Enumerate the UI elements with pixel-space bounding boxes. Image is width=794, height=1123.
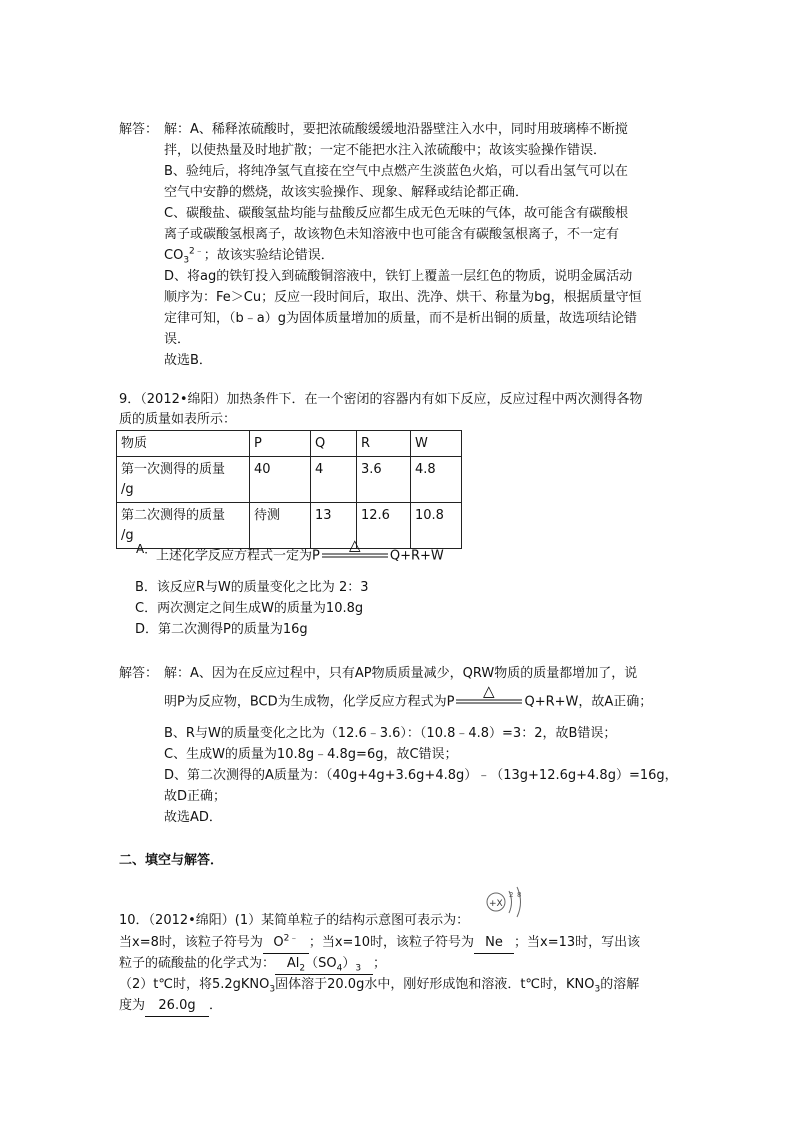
mass-table xyxy=(116,430,462,549)
formula-sub: 2 xyxy=(299,963,306,974)
ion-symbol: O xyxy=(273,935,284,950)
table-row-label xyxy=(117,457,250,503)
table-header-cell: Q xyxy=(311,431,357,457)
answer-line: 拌，以使热量及时地扩散；一定不能把水注入浓硫酸中；故该实验操作错误． xyxy=(164,143,607,158)
table-header-cell: P xyxy=(250,431,311,457)
ion-charge: 2﹣ xyxy=(283,933,299,944)
answer-line: 误． xyxy=(164,332,191,347)
option-a xyxy=(156,536,444,567)
answer-line: B、验纯后，将纯净氢气直接在空气中点燃产生淡蓝色火焰，可以看出氢气可以在 xyxy=(164,164,628,179)
formula-part: Al xyxy=(286,956,300,971)
table-cell: 4 xyxy=(311,457,357,503)
table-cell: 12.6 xyxy=(357,503,411,549)
answer-line: 故D正确； xyxy=(164,789,227,804)
answer-blank-3 xyxy=(275,954,373,975)
answer-line: D、将ag的铁钉投入到硫酸铜溶液中，铁钉上覆盖一层红色的物质，说明金属活动 xyxy=(164,269,633,284)
answer-line: 故选AD． xyxy=(164,810,222,825)
answer-line: 定律可知，（b﹣a）g为固体质量增加的质量，而不是析出铜的质量，故选项结论错 xyxy=(164,311,637,326)
co3-rest: ；故该实验结论错误． xyxy=(203,248,334,263)
table-cell: 10.8 xyxy=(411,503,462,549)
table-cell: 4.8 xyxy=(411,457,462,503)
heat-symbol: △ xyxy=(483,682,496,700)
formula-sub: 4 xyxy=(336,963,343,974)
answer-label: 解答： xyxy=(119,122,159,137)
answer-line-equation xyxy=(164,682,653,713)
row-label-unit: /g xyxy=(121,528,134,543)
text: 当x=8时，该粒子符号为 xyxy=(119,935,263,950)
formula-sub: 3 xyxy=(269,984,276,995)
text: 固体溶于20.0g水中，刚好形成饱和溶液．t℃时，KNO xyxy=(275,977,595,992)
row-label-unit: /g xyxy=(121,482,134,497)
q10-line-2 xyxy=(119,933,640,954)
answer-line: C、碳酸盐、碳酸氢盐均能与盐酸反应都生成无色无味的气体，故可能含有碳酸根 xyxy=(164,206,629,221)
shell-2-electrons: 8 xyxy=(517,891,522,899)
answer-line: 空气中安静的燃烧，故该实验操作、现象、解释或结论都正确． xyxy=(164,185,529,200)
q10-line-3 xyxy=(119,954,386,975)
equation-pre: 明P为反应物，BCD为生成物，化学反应方程式为P xyxy=(164,694,455,710)
text: （2）t℃时，将5.2gKNO xyxy=(119,977,270,992)
section-title: 二、填空与解答． xyxy=(119,853,224,868)
table-row xyxy=(117,457,462,503)
answer-line: 顺序为：Fe＞Cu；反应一段时间后，取出、洗净、烘干、称量为bg，根据质量守恒 xyxy=(164,290,642,305)
formula-sub: 3 xyxy=(594,984,601,995)
table-header-cell: R xyxy=(357,431,411,457)
answer-blank-1 xyxy=(263,933,309,954)
text: ； xyxy=(373,956,387,971)
text: ． xyxy=(209,998,223,1013)
option-a-text: 上述化学反应方程式一定为P xyxy=(156,548,320,564)
option-c: C．两次测定之间生成W的质量为10.8g xyxy=(135,601,364,616)
q10-line-4 xyxy=(119,975,639,995)
table-header-row xyxy=(117,431,462,457)
equation-post: Q+R+W，故A正确； xyxy=(524,694,653,710)
table-cell: 待测 xyxy=(250,503,311,549)
answer-line: 故选B． xyxy=(164,353,212,368)
answer-line: 解：A、因为在反应过程中，只有AP物质质量减少，QRW物质的质量都增加了，说 xyxy=(164,666,638,681)
option-a-products: Q+R+W xyxy=(389,548,444,564)
shell-1-electrons: 2 xyxy=(509,891,514,899)
row-label-line: 第二次测得的质量 xyxy=(121,508,226,523)
text: ；当x=13时，写出该 xyxy=(514,935,641,950)
question-stem: 9．（2012•绵阳）加热条件下．在一个密闭的容器内有如下反应，反应过程中两次测得各物 xyxy=(119,392,643,407)
atom-structure-diagram xyxy=(484,883,532,925)
formula-part: （SO xyxy=(305,956,337,971)
answer-line: 离子或碳酸氢根离子，故该物色未知溶液中也可能含有碳酸氢根离子，不一定有 xyxy=(164,227,620,242)
co3-superscript: 2﹣ xyxy=(189,246,204,257)
answer-line: D、第二次测得的A质量为：（40g+4g+3.6g+4.8g）﹣（13g+12.6g+4.8g）=16g， xyxy=(164,768,678,783)
text: 度为 xyxy=(119,998,146,1013)
nucleus-label: +X xyxy=(489,899,503,909)
heat-arrow-svg xyxy=(320,536,390,566)
row-label-line: 第一次测得的质量 xyxy=(121,462,226,477)
answer-line: C、生成W的质量为10.8g﹣4.8g=6g，故C错误； xyxy=(164,747,458,762)
answer-blank-4: 26.0g xyxy=(145,996,209,1017)
formula-part: ） xyxy=(342,956,356,971)
q10-line-5 xyxy=(119,996,222,1017)
option-d: D．第二次测得P的质量为16g xyxy=(135,622,308,637)
question-stem: 10．（2012•绵阳）(1）某简单粒子的结构示意图可表示为： xyxy=(119,913,470,928)
option-a-letter: A． xyxy=(136,542,157,556)
answer-blank-2: Ne xyxy=(474,933,514,954)
formula-sub: 3 xyxy=(355,963,362,974)
table-header-cell: 物质 xyxy=(117,431,250,457)
co3-subscript: 3 xyxy=(183,255,190,266)
table-cell: 3.6 xyxy=(357,457,411,503)
answer-line-co3 xyxy=(164,246,334,266)
heat-arrow-svg xyxy=(454,682,524,712)
heat-symbol: △ xyxy=(348,536,361,554)
heat-arrow xyxy=(454,682,524,712)
answer-label: 解答： xyxy=(119,666,159,681)
answer-line: 解：A、稀释浓硫酸时，要把浓硫酸缓缓地沿器壁注入水中，同时用玻璃棒不断搅 xyxy=(164,122,628,137)
option-b: B．该反应R与W的质量变化之比为 2：3 xyxy=(135,580,369,595)
table-cell: 13 xyxy=(311,503,357,549)
answer-line: B、R与W的质量变化之比为（12.6﹣3.6）：（10.8﹣4.8）=3：2，故B错误； xyxy=(164,726,617,741)
table-cell: 40 xyxy=(250,457,311,503)
text: 粒子的硫酸盐的化学式为： xyxy=(119,956,276,971)
text: ；当x=10时，该粒子符号为 xyxy=(308,935,474,950)
text: 的溶解 xyxy=(600,977,640,992)
question-stem: 质的质量如表所示： xyxy=(119,412,237,427)
table-row xyxy=(117,503,462,549)
heat-arrow xyxy=(320,536,390,566)
table-header-cell: W xyxy=(411,431,462,457)
co3-text: CO xyxy=(164,248,184,263)
